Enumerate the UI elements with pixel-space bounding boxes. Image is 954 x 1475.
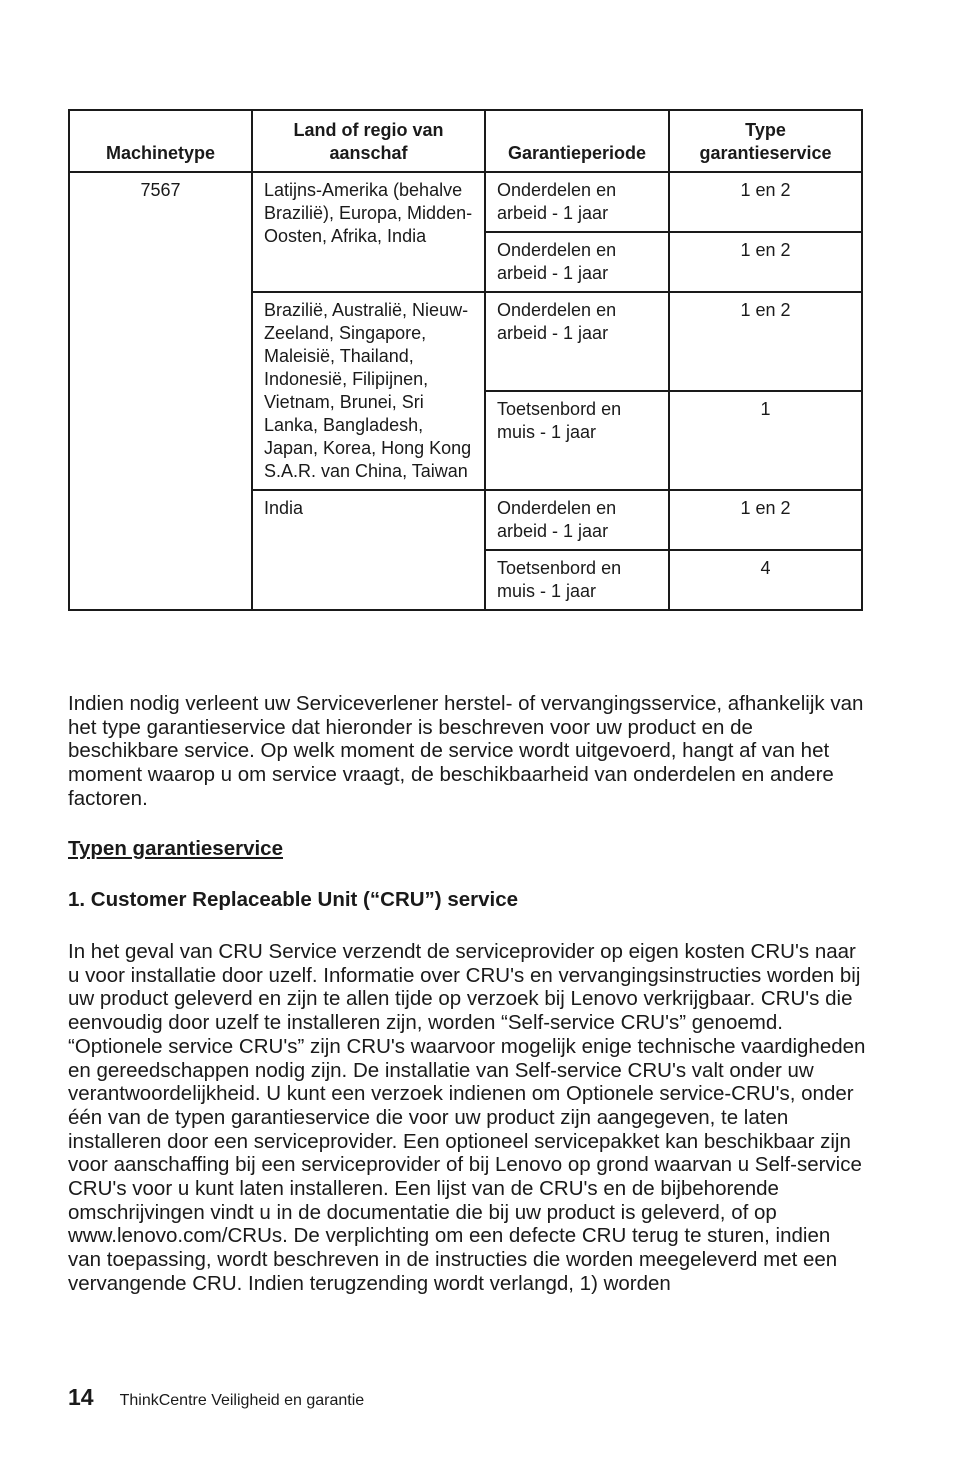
period-cell: Toetsenbord en muis - 1 jaar xyxy=(485,391,669,490)
intro-paragraph: Indien nodig verleent uw Serviceverlener herstel- of vervangingsservice, afhankelijk van het type garantieservice dat hieronder is beschreven voor uw product en de beschikbare service. Op welk moment de service wordt uitgevoerd, hangt af van het moment waarop u om service vraagt, de beschikbaarheid van onderdelen en andere factoren. xyxy=(68,692,864,810)
subsection-heading-cru: 1. Customer Replaceable Unit (“CRU”) service xyxy=(68,888,518,911)
region-cell: Brazilië, Australië, Nieuw-Zeeland, Singapore, Maleisië, Thailand, Indonesië, Filipijnen, Vietnam, Brunei, Sri Lanka, Bangladesh, Japan, Korea, Hong Kong S.A.R. van China, Taiwan xyxy=(252,292,485,490)
header-land-regio: Land of regio van aanschaf xyxy=(252,110,485,172)
footer-title: ThinkCentre Veiligheid en garantie xyxy=(119,1392,365,1409)
service-cell: 1 en 2 xyxy=(669,490,862,550)
region-cell: Latijns-Amerika (behalve Brazilië), Europa, Midden-Oosten, Afrika, India xyxy=(252,172,485,292)
cru-paragraph: In het geval van CRU Service verzendt de serviceprovider op eigen kosten CRU's naar u voor installatie door uzelf. Informatie over CRU's en vervangingsinstructies worden bij uw product geleverd en zijn te allen tijde op verzoek bij Lenovo verkrijgbaar. CRU's die eenvoudig door uzelf te installeren zijn, worden “Self-service CRU's” genoemd. “Optionele service CRU's” zijn CRU's waarvoor mogelijk enige technische vaardigheden en gereedschappen nodig zijn. De installatie van Self-service CRU's valt onder uw verantwoordelijkheid. U kunt een verzoek indienen om Optionele service-CRU's, onder één van de typen garantieservice die voor uw product zijn aangegeven, te laten installeren door een serviceprovider. Een optioneel servicepakket kan beschikbaar zijn voor aanschaffing bij een serviceprovider of bij Lenovo op grond waarvan u Self-service CRU's voor u kunt laten installeren. Een lijst van de CRU's en de bijbehorende omschrijvingen vindt u in de documentatie die bij uw product is geleverd, of op www.lenovo.com/CRUs. De verplichting om een defecte CRU terug te sturen, indien van toepassing, wordt beschreven in de instructies die worden meegeleverd met een vervangende CRU. Indien terugzending wordt verlangd, 1) worden xyxy=(68,940,866,1295)
machine-type-cell: 7567 xyxy=(69,172,252,610)
warranty-table-container xyxy=(68,109,861,611)
header-type-service: Type garantieservice xyxy=(669,110,862,172)
service-cell: 1 en 2 xyxy=(669,292,862,391)
region-cell: India xyxy=(252,490,485,610)
page-number: 14 xyxy=(68,1384,94,1410)
period-cell: Onderdelen en arbeid - 1 jaar xyxy=(485,292,669,391)
period-cell: Onderdelen en arbeid - 1 jaar xyxy=(485,172,669,232)
service-cell: 1 en 2 xyxy=(669,172,862,232)
warranty-table xyxy=(68,109,863,611)
table-header-row xyxy=(69,110,862,172)
period-cell: Toetsenbord en muis - 1 jaar xyxy=(485,550,669,610)
service-cell: 4 xyxy=(669,550,862,610)
service-cell: 1 xyxy=(669,391,862,490)
period-cell: Onderdelen en arbeid - 1 jaar xyxy=(485,490,669,550)
section-heading-typen: Typen garantieservice xyxy=(68,837,283,860)
service-cell: 1 en 2 xyxy=(669,232,862,292)
header-garantieperiode: Garantieperiode xyxy=(485,110,669,172)
header-machinetype: Machinetype xyxy=(69,110,252,172)
period-cell: Onderdelen en arbeid - 1 jaar xyxy=(485,232,669,292)
table-row xyxy=(69,172,862,232)
page-footer xyxy=(68,1384,364,1411)
